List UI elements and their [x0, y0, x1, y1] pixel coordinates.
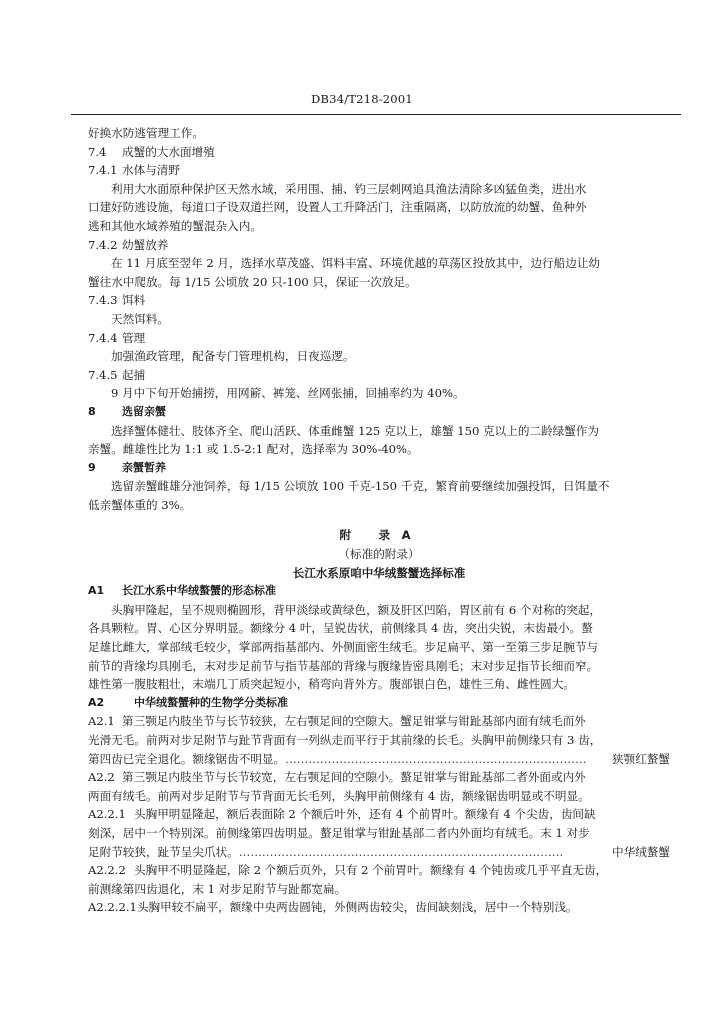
- section-number: 9: [88, 460, 96, 474]
- section-number: A2: [88, 695, 105, 709]
- section-number: A1: [88, 584, 105, 598]
- section-heading-7-4-4: [88, 329, 670, 348]
- section-number: 7.4: [88, 144, 107, 159]
- paragraph-line: [88, 898, 670, 917]
- paragraph-line: 头胸甲隆起，呈不规则椭圆形，背甲淡绿或黄绿色，额及肝区凹陷，胃区前有 6 个对称的突起，: [111, 602, 602, 617]
- section-number: 8: [88, 404, 96, 418]
- section-title: 饵料: [122, 293, 146, 308]
- section-title: 成蟹的大水面增殖: [122, 144, 215, 159]
- document-code: DB34/T218-2001: [311, 92, 413, 106]
- section-heading-7-4: [88, 143, 670, 162]
- section-heading-7-4-3: [88, 291, 670, 310]
- paragraph-line: 口建好防逃设施，每道口子设双道拦网，设置人工升降活门，注重隔离，以防放流的幼蟹、鱼种外: [88, 200, 587, 215]
- paragraph-line: 低亲蟹体重的 3%。: [88, 497, 192, 512]
- section-number: A2.2: [88, 770, 115, 785]
- paragraph-line: 利用大水面原种保护区天然水域，采用围、捕、钓三层刺网追具渔法清除多凶猛鱼类，进出水: [111, 181, 587, 196]
- paragraph-line: 足雄比雌大，掌部绒毛较少，掌部两指基部内、外侧面密生绒毛。步足扁平、第一至第三步足腕节与: [88, 640, 599, 655]
- leader-dots: ……………………………………………………………………: [285, 751, 587, 766]
- spacer: [88, 514, 670, 526]
- section-number: 7.4.2: [88, 237, 118, 252]
- annex-heading-a1: [88, 582, 670, 601]
- section-number: 7.4.4: [88, 330, 118, 345]
- paragraph-line: 天然饵料。: [111, 311, 169, 326]
- paragraph-line: 9 月中下旬开始捕捞，用网簖、裤笼、丝网张捕，回捕率约为 40%。: [111, 386, 465, 401]
- section-number: A2.2.2.1: [88, 900, 137, 915]
- paragraph-line: [88, 768, 670, 787]
- paragraph-line: [88, 805, 670, 824]
- paragraph-line: 两面有绒毛。前两对步足附节与节背面无长毛列，头胸甲前侧缘有 4 齿，额缘锯齿明显或不明显。: [88, 788, 590, 803]
- section-heading-7-4-2: [88, 236, 670, 255]
- paragraph-line: 加强渔政管理，配备专门管理机构，日夜巡逻。: [111, 349, 355, 364]
- annex-letter: A: [401, 528, 419, 543]
- annex-label: 附 录: [339, 528, 398, 543]
- annex-heading: [88, 526, 670, 545]
- section-title: 起捕: [122, 367, 146, 382]
- section-number: A2.1: [88, 714, 115, 729]
- paragraph-line: [88, 861, 670, 880]
- section-title: 长江水系中华绒螯蟹的形态标准: [122, 584, 276, 598]
- paragraph-line: 蟹往水中爬放。每 1/15 公顷放 20 只-100 只，保证一次放足。: [88, 274, 417, 289]
- annex-heading-a2: [88, 694, 670, 713]
- paragraph-text: 足附节较狭，趾节呈尖爪状。: [88, 844, 239, 859]
- classification-line: [88, 750, 670, 769]
- paragraph-line: 在 11 月底至翌年 2 月，选择水草茂盛、饵料丰富、环境优越的草荡区投放其中，边行船边让幼: [111, 256, 601, 271]
- section-title: 管理: [122, 330, 146, 345]
- section-heading-7-4-1: [88, 161, 670, 180]
- paragraph-line: 刻深，居中一个特别深。前侧缘第四齿明显。螯足钳掌与钳趾基部二者内外面均有绒毛。末 1 对步: [88, 825, 590, 840]
- paragraph-line: [88, 712, 670, 731]
- section-title: 选留亲蟹: [122, 404, 166, 418]
- section-title: 幼蟹放养: [122, 237, 169, 252]
- species-name: 狭颚红螯蟹: [612, 751, 670, 766]
- paragraph-line: 光滑无毛。前两对步足附节与趾节背面有一列纵走而平行于其前缘的长毛。头胸甲前侧缘只有 3 齿，: [88, 733, 602, 747]
- paragraph-line: 前节的背缘均具刚毛，末对步足前节与指节基部的背缘与腹缘皆密具刚毛；末对步足指节长细而窄。: [88, 658, 599, 673]
- section-number: 7.4.1: [88, 163, 118, 178]
- paragraph-line: 逃和其他水域养殖的蟹混杂入内。: [88, 218, 262, 233]
- document-body: [88, 124, 670, 917]
- section-heading-7-4-5: [88, 366, 670, 385]
- leader-dots: …………………………………………………………………………: [238, 844, 564, 859]
- paragraph-line: 各具颗粒。胃、心区分界明显。额缘分 4 叶，呈锐齿状，前侧缘具 4 齿，突出尖锐，末齿最小。螯: [88, 621, 593, 636]
- paragraph-text: 第三颚足内肢坐节与长节较狭，左右颚足间的空隙大。蟹足钳掌与钳趾基部内面有绒毛而外: [122, 714, 586, 729]
- paragraph-text: 第四齿已完全退化。额缘锯齿不明显。: [88, 751, 286, 766]
- species-name: 中华绒螯蟹: [612, 844, 670, 859]
- annex-title: 长江水系原咱中华绒螯蟹选择标准: [292, 565, 466, 580]
- paragraph-line: 雄性第一腹肢粗壮，末端几丁质突起短小，稍弯向背外方。腹部银白色，雄性三角、雌性圆大。: [88, 677, 575, 692]
- section-number: A2.2.2: [88, 863, 126, 878]
- classification-line: [88, 843, 670, 862]
- annex-note: （标准的附录）: [338, 547, 420, 562]
- paragraph-text: 头胸甲明显隆起，额后表面除 2 个额后叶外，还有 4 个前胃叶。额缘有 4 个尖齿，齿间缺: [134, 807, 596, 822]
- section-title: 亲蟹暂养: [122, 460, 166, 474]
- paragraph-text: 头胸甲不明显隆起，除 2 个额后页外，只有 2 个前胃叶。额缘有 4 个钝齿或几乎平直无齿，: [134, 863, 608, 878]
- section-title: 水体与清野: [122, 163, 180, 178]
- section-title: 中华绒螯蟹种的生物学分类标准: [134, 695, 288, 709]
- section-number: A2.2.1: [88, 807, 126, 822]
- paragraph-line: 选留亲蟹雌雄分池饲养，每 1/15 公顷放 100 千克-150 千克，繁育前要继续加强投饵，日饵量不: [111, 479, 610, 494]
- section-number: 7.4.3: [88, 293, 118, 308]
- paragraph-line: 选择蟹体健壮、肢体齐全、爬山活跃、体重雌蟹 125 克以上，雄蟹 150 克以上的二龄绿蟹作为: [111, 423, 599, 438]
- paragraph-line: 前测缘第四齿退化，末 1 对步足附节与趾都宽扁。: [88, 881, 347, 896]
- paragraph-text: 第三颚足内肢坐节与长节较宽，左右颚足间的空隙小。螯足钳掌与钳趾基部二者外面或内外: [122, 770, 586, 785]
- section-number: 7.4.5: [88, 367, 118, 382]
- paragraph-text: 头胸甲较不扁平，额缘中央两齿圆钝，外侧两齿较尖，齿间缺刻浅，居中一个特别浅。: [136, 900, 578, 915]
- header-divider: [71, 114, 681, 115]
- paragraph-line: 亲蟹。雌雄性比为 1:1 或 1.5-2:1 配对，选择率为 30%-40%。: [88, 442, 419, 457]
- paragraph-line: 好换水防逃管理工作。: [88, 126, 204, 140]
- section-heading-8: [88, 403, 670, 422]
- section-heading-9: [88, 459, 670, 478]
